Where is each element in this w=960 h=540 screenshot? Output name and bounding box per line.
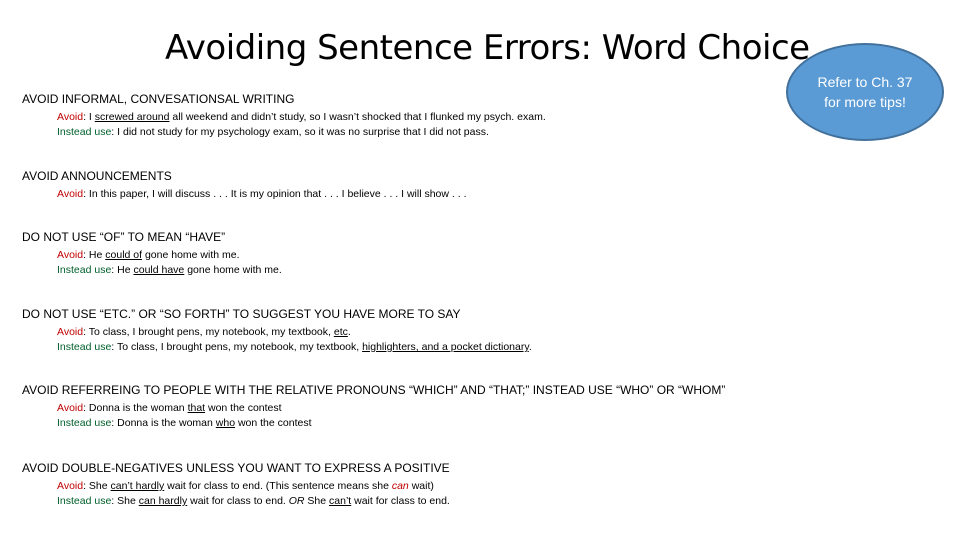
example-text: won the contest xyxy=(235,417,312,429)
underlined-text: can hardly xyxy=(138,495,188,507)
instead-label: Instead use xyxy=(57,126,112,138)
instead-example: Instead use: I did not study for my psychology exam, so it was no surprise that I did not pass. xyxy=(57,126,489,138)
section-heading: AVOID INFORMAL, CONVESATIONSAL WRITING xyxy=(22,92,295,106)
example-text: He xyxy=(88,249,106,261)
example-text: wait) xyxy=(408,480,434,492)
avoid-example: Avoid: In this paper, I will discuss . . . It is my opinion that . . . I believe . . . I will show . . . xyxy=(57,188,467,200)
avoid-example: Avoid: I screwed around all weekend and didn’t study, so I wasn’t shocked that I flunked my psych. exam. xyxy=(57,111,546,123)
example-text: won the contest xyxy=(205,402,282,414)
section-heading: DO NOT USE “ETC.” OR “SO FORTH” TO SUGGEST YOU HAVE MORE TO SAY xyxy=(22,307,461,321)
example-text: wait for class to end. xyxy=(187,495,289,507)
underlined-text: could have xyxy=(133,264,185,276)
section-etc xyxy=(22,307,532,355)
section-heading: DO NOT USE “OF” TO MEAN “HAVE” xyxy=(22,230,226,244)
section-heading: AVOID REFERREING TO PEOPLE WITH THE RELATIVE PRONOUNS “WHICH” AND “THAT;” INSTEAD USE “WHO” OR “WHOM” xyxy=(22,383,726,397)
avoid-label: Avoid xyxy=(57,249,84,261)
instead-label: Instead use xyxy=(57,417,112,429)
instead-label: Instead use xyxy=(57,495,112,507)
instead-label: Instead use xyxy=(57,264,112,276)
instead-example: Instead use: To class, I brought pens, my notebook, my textbook, highlighters, and a pocket dictionary. xyxy=(57,341,532,353)
instead-example: Instead use: She can hardly wait for class to end. OR She can’t wait for class to end. xyxy=(57,495,450,507)
underlined-text: screwed around xyxy=(94,111,170,123)
underlined-text: that xyxy=(187,402,206,414)
emphasis-text: OR xyxy=(288,495,305,507)
callout-bubble xyxy=(786,43,944,141)
example-text: She xyxy=(88,480,111,492)
example-text: Donna is the woman xyxy=(117,417,216,429)
section-informal-writing xyxy=(22,92,546,140)
example-text: She xyxy=(117,495,139,507)
example-text: wait for class to end. xyxy=(351,495,450,507)
example-text: Donna is the woman xyxy=(88,402,188,414)
example-text: To class, I brought pens, my notebook, my textbook, xyxy=(88,326,334,338)
example-text: all weekend and didn’t study, so I wasn’t shocked that I flunked my psych. exam. xyxy=(169,111,546,123)
section-announcements xyxy=(22,169,467,202)
instead-example: Instead use: He could have gone home with me. xyxy=(57,264,282,276)
example-text: I did not study for my psychology exam, so it was no surprise that I did not pass. xyxy=(117,126,489,138)
section-of-vs-have xyxy=(22,230,282,278)
example-text: To class, I brought pens, my notebook, my textbook, xyxy=(116,341,363,353)
avoid-label: Avoid xyxy=(57,188,84,200)
page-title: Avoiding Sentence Errors: Word Choice xyxy=(165,28,810,68)
section-heading: AVOID DOUBLE-NEGATIVES UNLESS YOU WANT TO EXPRESS A POSITIVE xyxy=(22,461,450,475)
underlined-text: can’t xyxy=(329,495,352,507)
callout-text: Refer to Ch. 37 for more tips! xyxy=(817,74,913,110)
section-heading: AVOID ANNOUNCEMENTS xyxy=(22,169,172,183)
example-text: She xyxy=(304,495,330,507)
underlined-text: who xyxy=(215,417,236,429)
underlined-text: can’t hardly xyxy=(110,480,165,492)
example-text: In this paper, I will discuss . . . It is my opinion that . . . I believe . . . I will show . . . xyxy=(88,188,467,200)
instead-example: Instead use: Donna is the woman who won the contest xyxy=(57,417,312,429)
avoid-label: Avoid xyxy=(57,326,84,338)
avoid-example: Avoid: Donna is the woman that won the contest xyxy=(57,402,282,414)
avoid-example: Avoid: To class, I brought pens, my notebook, my textbook, etc. xyxy=(57,326,351,338)
instead-label: Instead use xyxy=(57,341,112,353)
avoid-label: Avoid xyxy=(57,111,84,123)
underlined-text: etc xyxy=(333,326,348,338)
example-text: . xyxy=(347,326,351,338)
avoid-example: Avoid: She can’t hardly wait for class to end. (This sentence means she can wait) xyxy=(57,480,434,492)
avoid-example: Avoid: He could of gone home with me. xyxy=(57,249,240,261)
section-double-negatives xyxy=(22,461,450,509)
emphasis-text: can xyxy=(391,480,409,492)
underlined-text: could of xyxy=(105,249,143,261)
example-text: . xyxy=(528,341,532,353)
avoid-label: Avoid xyxy=(57,480,84,492)
example-text: gone home with me. xyxy=(184,264,282,276)
avoid-label: Avoid xyxy=(57,402,84,414)
example-text: gone home with me. xyxy=(142,249,240,261)
example-text: He xyxy=(117,264,134,276)
example-text: I xyxy=(88,111,95,123)
section-relative-pronouns xyxy=(22,383,725,431)
example-text: wait for class to end. (This sentence means she xyxy=(164,480,392,492)
underlined-text: highlighters, and a pocket dictionary xyxy=(362,341,529,353)
